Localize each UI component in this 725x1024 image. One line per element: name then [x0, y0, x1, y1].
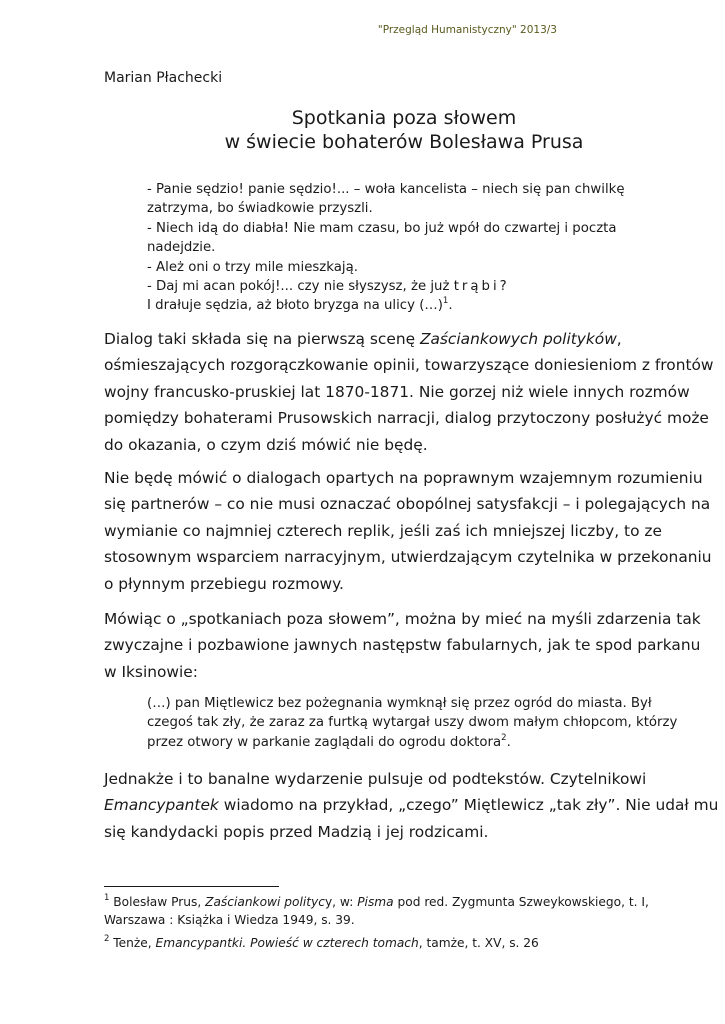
quote-line [147, 296, 652, 315]
quote-line: - Niech idą do diabła! Nie mam czasu, bo już wpół do czwartej i poczta [147, 220, 617, 236]
italic-title: Pisma [357, 895, 394, 909]
quote-line [147, 277, 652, 296]
paragraph-4 [104, 766, 719, 845]
text-run: y, w: [324, 895, 358, 909]
paragraph-line: wojny francusko-pruskiej lat 1870-1871. Nie gorzej niż wiele innych rozmów [104, 382, 690, 401]
paragraph-line: stosownym wsparciem narracyjnym, utwierdzającym czytelnika w przekonaniu [104, 548, 712, 567]
quote-line: (…) pan Miętlewicz bez pożegnania wymknął się przez ogród do miasta. Był [147, 696, 652, 711]
text-run: Dialog taki składa się na pierwszą scenę [104, 330, 420, 348]
footnotes [104, 893, 664, 957]
running-header: "Przegląd Humanistyczny" 2013/3 [377, 24, 557, 36]
paragraph-line: się partnerów – co nie musi oznaczać obopólnej satysfakcji – i polegających na [104, 495, 711, 514]
footnote-line [104, 893, 664, 911]
paragraph-line: w Iksinowie: [104, 662, 198, 681]
paragraph-line: o płynnym przebiegu rozmowy. [104, 574, 344, 593]
text-run: Bolesław Prus, [109, 895, 206, 909]
paragraph-line: się kandydacki popis przed Madzią i jej rodzicami. [104, 822, 489, 841]
quote-line: - Panie sędzio! panie sędzio!... – woła kancelista – niech się pan chwilkę [147, 182, 625, 197]
quote-text: ? [499, 279, 507, 295]
text-run: Tenże, [109, 936, 156, 950]
quote-text: przez otwory w parkanie zaglądali do ogrodu doktora [147, 734, 502, 750]
footnote-2 [104, 934, 664, 952]
quote-line: zatrzyma, bo świadkowie przyszli. [147, 201, 373, 217]
footnote-ref-1[interactable]: 1 [442, 296, 449, 307]
title-line-2: w świecie bohaterów Bolesława Prusa [224, 131, 584, 153]
text-run: wiadomo na przykład, „czego” Miętlewicz „tak zły”. Nie udał mu [218, 796, 719, 815]
quote-line: - Ależ oni o trzy mile mieszkają. [147, 259, 358, 275]
paragraph-line [104, 792, 719, 818]
footnote-line: Warszawa : Książka i Wiedza 1949, s. 39. [104, 913, 355, 927]
title-line-1: Spotkania poza słowem [291, 107, 517, 129]
footnote-number: 1 [104, 893, 110, 903]
paragraph-line: zwyczajne i pozbawione jawnych następstw fabularnych, jak te spod parkanu [104, 636, 701, 655]
spaced-word: trąbi [453, 279, 500, 295]
paragraph-line: pomiędzy bohaterami Prusowskich narracji, dialog przytoczony posłużyć może [104, 409, 709, 428]
italic-title: Emancypantek [104, 796, 219, 815]
paragraph-2 [104, 465, 712, 597]
quote-text: - Daj mi acan pokój!... czy nie słyszysz, że już [147, 279, 454, 295]
paragraph-3 [104, 606, 701, 685]
quote-text: I drałuje sędzia, aż błoto bryzga na ulicy (…) [147, 298, 443, 314]
paragraph-1 [104, 326, 714, 458]
paragraph-line [104, 326, 694, 352]
epigraph-quote [147, 180, 652, 316]
paragraph-line: Mówiąc o „spotkaniach poza słowem”, można by mieć na myśli zdarzenia tak [104, 610, 701, 628]
paragraph-line: Nie będę mówić o dialogach opartych na poprawnym wzajemnym rozumieniu [104, 469, 703, 487]
author-name: Marian Płachecki [104, 70, 223, 86]
quote-text: . [506, 734, 511, 750]
paragraph-line: Jednakże i to banalne wydarzenie pulsuje od podtekstów. Czytelnikowi [104, 770, 647, 788]
quote-text: . [448, 298, 453, 314]
italic-title: Zaściankowych polityków [419, 330, 617, 348]
footnote-ref-2[interactable]: 2 [501, 732, 507, 743]
block-quote [147, 694, 692, 752]
paragraph-line: ośmieszających rozgorączkowanie opinii, towarzyszące doniesieniom z frontów [104, 356, 714, 375]
paragraph-line: do okazania, o czym dziś mówić nie będę. [104, 435, 428, 454]
italic-title: Emancypantki. Powieść w czterech tomach [155, 936, 419, 950]
italic-title: Zaściankowi polityc [205, 895, 325, 909]
text-run: , tamże, t. XV, s. 26 [418, 936, 539, 950]
footnote-1 [104, 893, 664, 929]
text-run: , [616, 330, 622, 348]
text-run: pod red. Zygmunta Szweykowskiego, t. I, [393, 895, 649, 909]
footnote-line [104, 934, 664, 952]
quote-line: nadejdzie. [147, 240, 216, 256]
quote-line: czegoś tak zły, że zaraz za furtką wytargał uszy dwom małym chłopcom, którzy [147, 715, 678, 731]
footnote-separator [104, 886, 279, 887]
quote-line [147, 733, 692, 752]
paragraph-line: wymianie co najmniej czterech replik, jeśli zaś ich mniejszej liczby, to ze [104, 521, 662, 540]
article-title [104, 106, 704, 154]
footnote-number: 2 [104, 934, 110, 944]
